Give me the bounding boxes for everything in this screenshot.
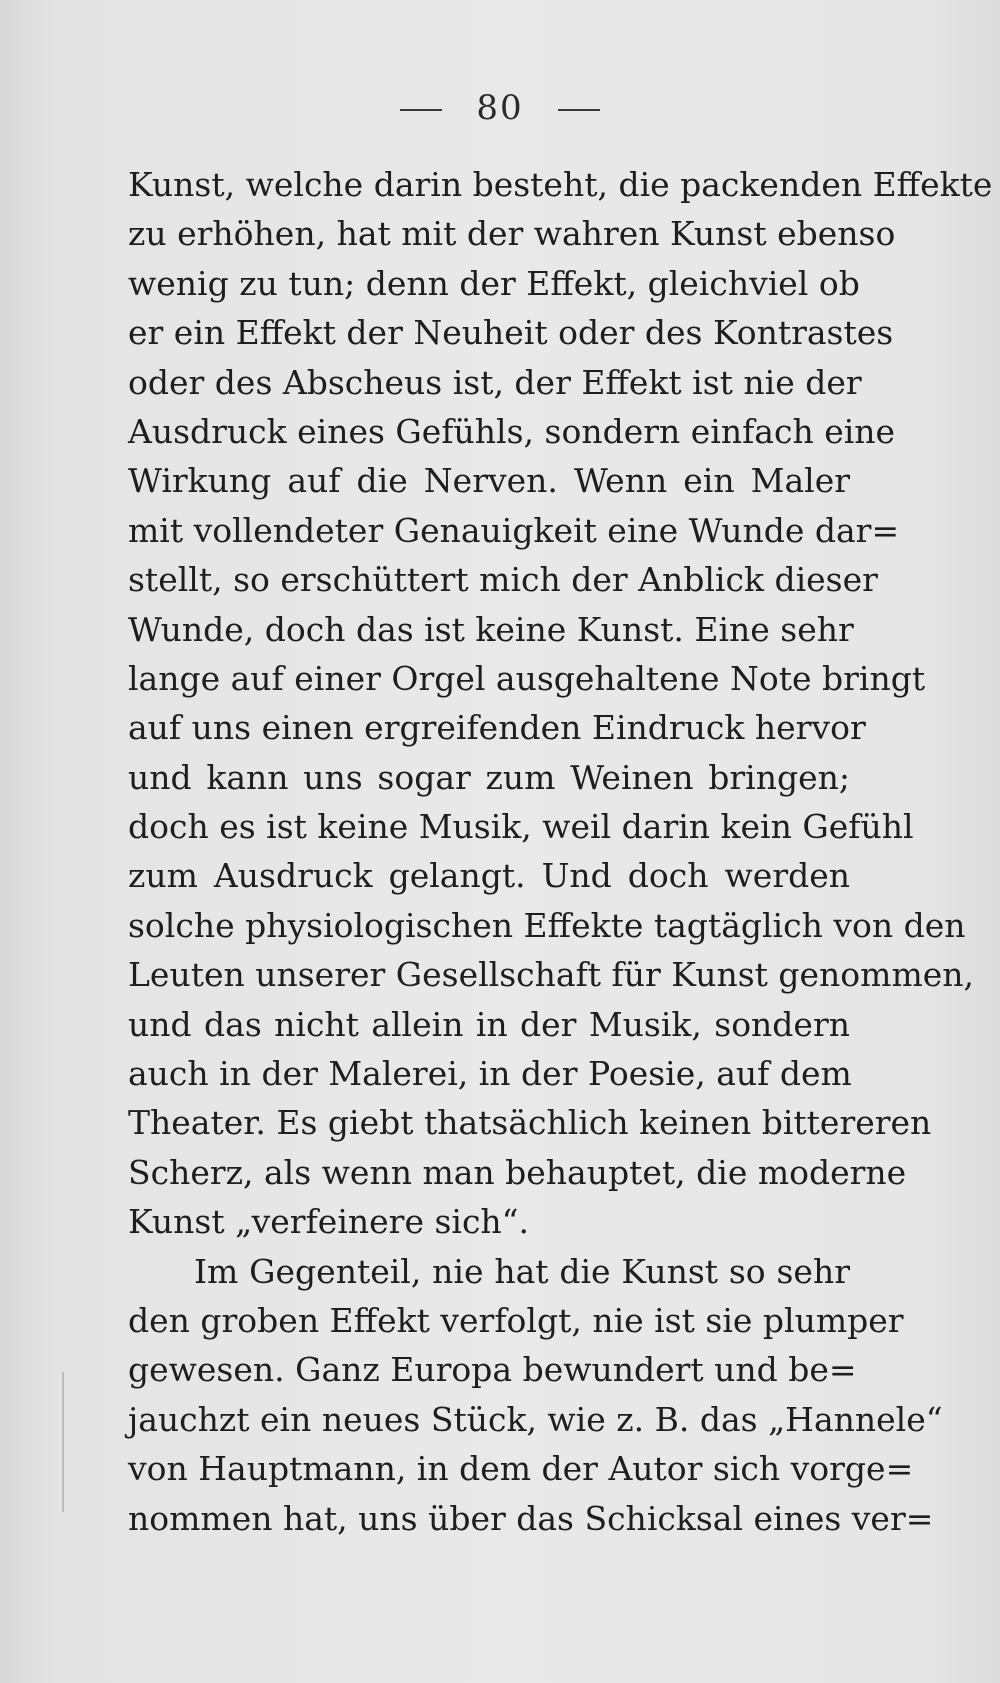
text-line: wenig zu tun; denn der Effekt, gleichviel ob [128,263,860,303]
page-header [0,88,1000,128]
text-line: Kunst „verfeinere sich“. [128,1202,530,1242]
text-line: Leuten unserer Gesellschaft für Kunst genommen, [128,955,975,995]
text-line: und das nicht allein in der Musik, sondern [128,1004,850,1044]
text-line: Ausdruck eines Gefühls, sondern einfach eine [128,411,896,451]
header-dash-right [558,109,600,111]
text-line: auch in der Malerei, in der Poesie, auf dem [128,1054,852,1094]
text-line: jauchzt ein neues Stück, wie z. B. das „Hannele“ [128,1399,943,1439]
text-line: den groben Effekt verfolgt, nie ist sie plumper [128,1300,904,1340]
text-line: lange auf einer Orgel ausgehaltene Note bringt [128,658,926,698]
text-line: solche physiologischen Effekte tagtäglich von den [128,905,966,945]
text-line: er ein Effekt der Neuheit oder des Kontrastes [128,313,894,353]
header-dash-left [400,109,442,111]
text-line: Wunde, doch das ist keine Kunst. Eine sehr [128,609,854,649]
text-line: Kunst, welche darin besteht, die packenden Effekte [128,165,993,204]
text-line: gewesen. Ganz Europa bewundert und be= [128,1350,857,1390]
text-line: stellt, so erschüttert mich der Anblick dieser [128,560,878,600]
text-line: und kann uns sogar zum Weinen bringen; [128,757,850,797]
text-line: auf uns einen ergreifenden Eindruck hervor [128,708,866,748]
text-line: von Hauptmann, in dem der Autor sich vorge= [128,1449,914,1489]
text-line: doch es ist keine Musik, weil darin kein Gefühl [128,807,914,847]
text-line: oder des Abscheus ist, der Effekt ist nie der [128,362,862,402]
text-line: Theater. Es giebt thatsächlich keinen bittereren [128,1103,932,1143]
text-line: Wirkung auf die Nerven. Wenn ein Maler [128,461,850,501]
text-line: Im Gegenteil, nie hat die Kunst so sehr [194,1251,850,1291]
page-number: 80 [476,88,524,128]
text-line: mit vollendeter Genauigkeit eine Wunde dar= [128,510,900,550]
text-line: zu erhöhen, hat mit der wahren Kunst ebenso [128,214,896,254]
text-line: Scherz, als wenn man behauptet, die moderne [128,1152,907,1192]
text-line: zum Ausdruck gelangt. Und doch werden [128,856,850,896]
text-line: nommen hat, uns über das Schicksal eines ver= [128,1498,934,1538]
body-text [128,160,993,1543]
pencil-margin-mark [62,1372,64,1512]
